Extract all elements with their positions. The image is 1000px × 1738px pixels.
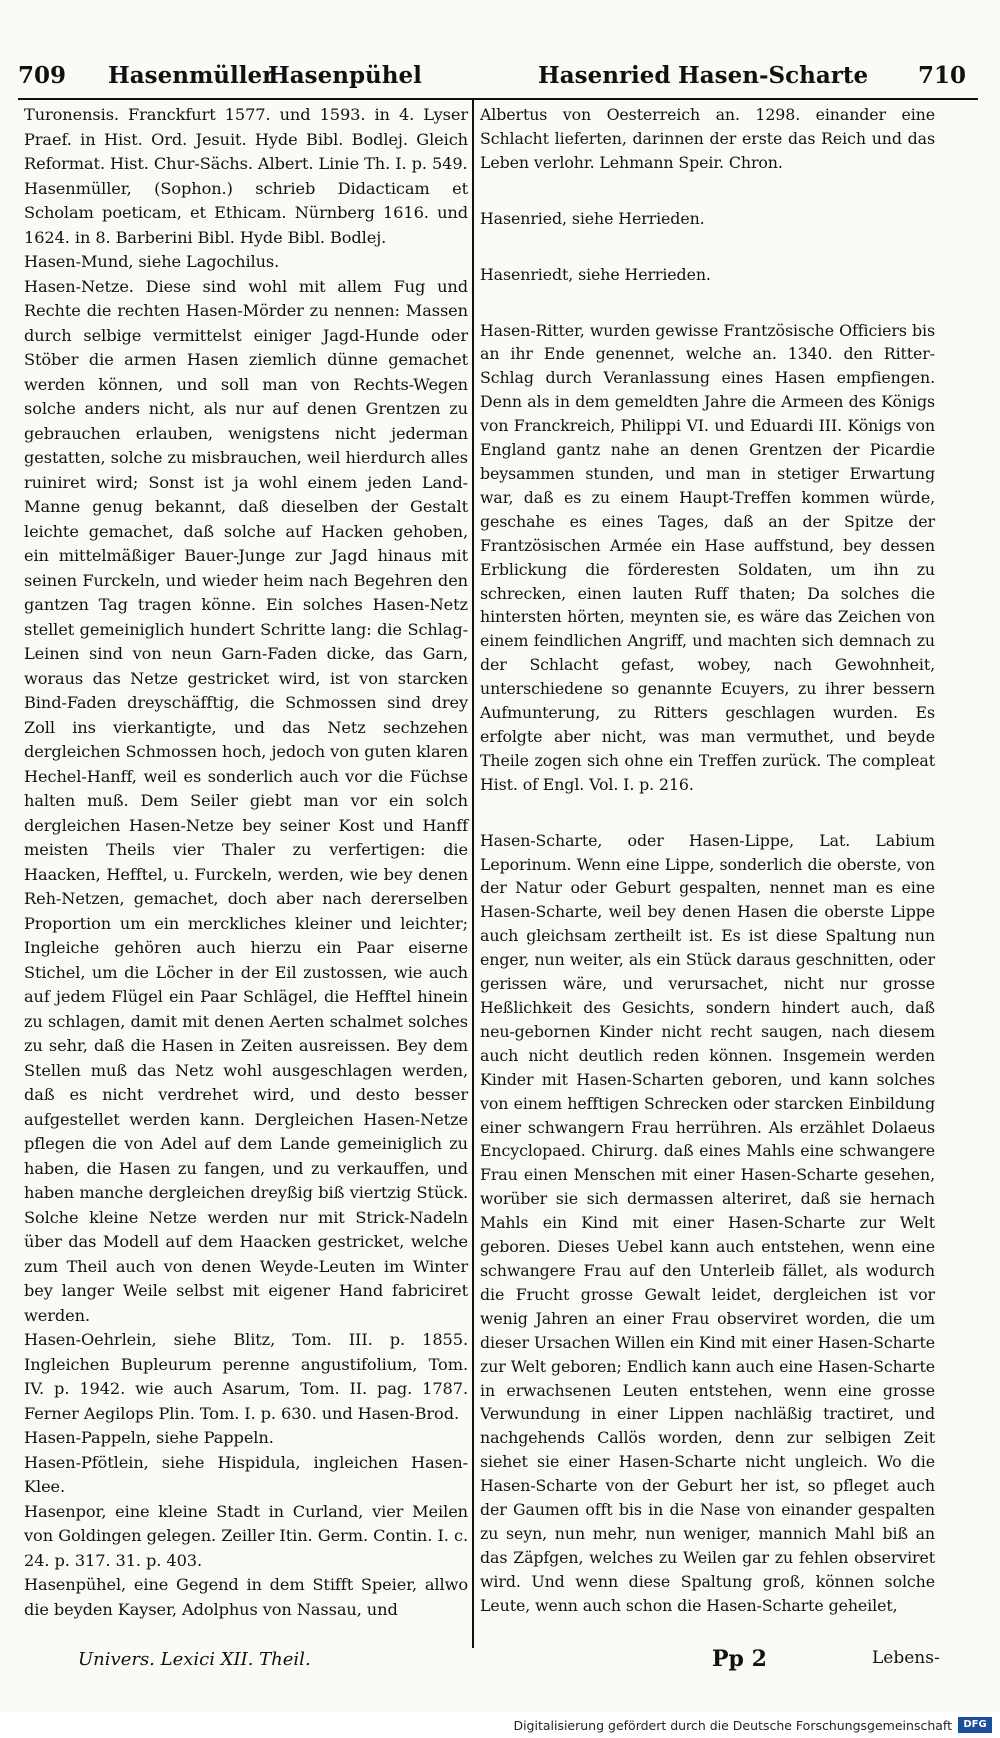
entry-continuation: Turonensis. Franckfurt 1577. und 1593. in 4. Lyser Praef. in Hist. Ord. Jesuit. Hyde Bibl. Bodlej. Gleich Reformat. Hist. Chur-Sächs. Albert. Linie Th. I. p. 549. <box>24 105 468 173</box>
credit-text: Digitalisierung gefördert durch die Deutsche Forschungsgemeinschaft <box>513 1718 952 1733</box>
entry-hasenpor: Hasenpor, eine kleine Stadt in Curland, vier Meilen von Goldingen gelegen. Zeiller Itin. Germ. Contin. I. c. 24. p. 317. 31. p. 403. <box>24 1501 468 1570</box>
entry-hasen-netze: Hasen-Netze. Diese sind wohl mit allem Fug und Rechte die rechten Hasen-Mörder zu nennen: Massen durch selbige vermittelst einiger Jagd-Hunde oder Stöber die armen Hasen ziemlich dünne gemachet werden können, und soll man von Rechts-Wegen solche anders nicht, als nur auf denen Grentzen zu gebrauchen erlauben, wenigstens nicht jederman gestatten, solche zu misbrauchen, weil hierdurch alles ruiniret wird; Sonst ist ja wohl einem jeden Land-Manne genug bekannt, daß dieselben der Gestalt leichte gemachet, daß solche auf Hacken gehoben, ein mittelmäßiger Bauer-Junge zur Jagd hinaus mit seinen Furckeln, und wieder heim nach Begehren den gantzen Tag tragen könne. Ein solches Hasen-Netz stellet gemeiniglich hundert Schritte lang: die Schlag-Leinen sind von neun Garn-Faden dicke, das Garn, woraus das Netze gestricket wird, ist von starcken Bind-Faden dreyschäfftig, die Schmossen sind drey Zoll ins vierkantigte, und das Netz sechzehen dergleichen Schmossen hoch, jedoch von guten klaren Hechel-Hanff, weil es sonderlich auch vor die Füchse halten muß. Dem Seiler giebt man vor ein solch dergleichen Hasen-Netze bey seiner Kost und Hanff meisten Theils vier Thaler zu verfertigen: die Haacken, Hefftel, u. Furckeln, werden, wie bey denen Reh-Netzen, gemachet, doch aber nach dererselben Proportion um ein merckliches kleiner und leichter; Ingleiche gehören auch hierzu ein Paar eiserne Stichel, um die Löcher in der Eil zustossen, wie auch auf jedem Flügel ein Paar Schlägel, die Hefftel hinein zu schlagen, damit mit denen Aerten schalmet solches zu sehr, daß die Hasen in Zeiten ausreissen. Bey dem Stellen muß das Netz wohl ausgeschlagen werden, daß es nicht verdrehet wird, und desto besser aufgestellet werden kann. Dergleichen Hasen-Netze pflegen die von Adel auf dem Lande gemeiniglich zu haben, die Hasen zu fangen, und zu verkauffen, und haben manche dergleichen dreyßig biß viertzig Stück. Solche kleine Netze werden nur mit Strick-Nadeln über das Modell auf dem Haacken gestricket, welche zum Theil auch von denen Weyde-Leuten im Winter bey langer Weile selbst mit eigener Hand fabriciret werden. <box>24 276 468 1325</box>
dfg-logo-icon: DFG <box>958 1717 992 1733</box>
entry-hasen-mund: Hasen-Mund, siehe Lagochilus. <box>24 252 280 271</box>
header-rule <box>18 98 978 100</box>
entry-hasenmueller: Hasenmüller, (Sophon.) schrieb Didacticam et Scholam poeticam, et Ethicam. Nürnberg 1616. und 1624. in 8. Barberini Bibl. Hyde Bibl. Bodlej. <box>24 178 468 247</box>
page-number-right: 710 <box>918 62 967 89</box>
catchword-right-2: Hasen-Scharte <box>678 62 869 89</box>
entry-hasen-pfoetlein: Hasen-Pfötlein, siehe Hispidula, ingleichen Hasen-Klee. <box>24 1452 468 1496</box>
entry-hasen-ritter: Hasen-Ritter, wurden gewisse Frantzösische Officiers bis an ihr Ende genennet, welche an. 1340. den Ritter-Schlag durch Veranlassung eines Hasen empfiengen. Denn als in dem gemeldten Jahre die Armeen des Königs von Franckreich, Philippi VI. und Eduardi III. Königs von England gantz nahe an denen Grentzen der Picardie beysammen stunden, und man in stetiger Erwartung war, daß es zu einem Haupt-Treffen kommen würde, geschahe es eines Tages, daß an der Spitze der Frantzösischen Armée ein Hase auffstund, bey dessen Erblickung die förderesten Soldaten, um ihn zu schrecken, einen lauten Ruff thaten; Da solches die hintersten hörten, meynten sie, es wäre das Zeichen von einem feindlichen Angriff, und machten sich demnach zu der Schlacht gefast, wobey, nach Gewohnheit, unterschiedene so genannte Ecuyers, zu ihrer bessern Aufmunterung, zu Ritters geschlagen wurden. Es erfolgte aber nicht, was man vermuthet, und beyde Theile zogen sich ohne ein Treffen zurück. The compleat Hist. of Engl. Vol. I. p. 216. <box>480 320 935 794</box>
catchword-left-1: Hasenmüller <box>108 62 275 89</box>
catchword-left-2: Hasenpühel <box>268 62 422 89</box>
column-divider <box>472 98 474 1648</box>
entry-hasenried: Hasenried, siehe Herrieden. <box>480 208 705 228</box>
entry-hasen-pappeln: Hasen-Pappeln, siehe Pappeln. <box>24 1428 274 1447</box>
entry-hasenriedt: Hasenriedt, siehe Herrieden. <box>480 264 711 284</box>
catchword: Lebens- <box>872 1648 940 1668</box>
entry-hasen-scharte: Hasen-Scharte, oder Hasen-Lippe, Lat. Labium Leporinum. Wenn eine Lippe, sonderlich die oberste, von der Natur oder Geburt gespalten, nennet man es eine Hasen-Scharte, weil bey denen Hasen die oberste Lippe auch gleichsam zertheilt ist. Es ist diese Spaltung nun enger, nun weiter, als ein Stück daraus geschnitten, oder gerissen wäre, und verursachet, nicht nur grosse Heßlichkeit des Gesichts, sondern hindert auch, daß neu-gebornen Kinder nicht recht saugen, nach diesem auch nicht deutlich reden können. Insgemein werden Kinder mit Hasen-Scharten geboren, und kann solches von einem hefftigen Schrecken oder starcken Einbildung einer schwangern Frau herrühren. Als erzählet Dolaeus Encyclopaed. Chirurg. daß eines Mahls eine schwangere Frau einen Menschen mit einer Hasen-Scharte gesehen, worüber sie sich dermassen alteriret, daß sie hernach Mahls ein Kind mit einer Hasen-Scharte zur Welt geboren. Dieses Uebel kann auch entstehen, wenn eine schwangere Frau auf den Unterleib fället, als wodurch die Frucht grosse Gewalt leidet, dergleichen ist vor wenig Jahren an einer Frau observiret worden, die um dieser Ursachen Willen ein Kind mit einer Hasen-Scharte zur Welt geboren; Endlich kann auch eine Hasen-Scharte in erwachsenen Leuten entstehen, wenn eine grosse Verwundung in einer Lippen nachläßig tractiret, und nachgehends Callös worden, denn zur selbigen Zeit siehet sie einer Hasen-Scharte nicht ungleich. Wo die Hasen-Scharte von der Geburt her ist, so pfleget auch der Gaumen offt bis in die Nase von einander gespalten zu seyn, nun mehr, nun weniger, mannich Mahl biß an das Zäpfgen, welches zu Weilen gar zu fehlen observiret wird. Und wenn diese Spaltung groß, können solche Leute, wenn auch schon die Hasen-Scharte geheilet, <box>480 830 935 1615</box>
running-title: Univers. Lexici XII. Theil. <box>78 1649 311 1670</box>
entry-continuation: Albertus von Oesterreich an. 1298. einander eine Schlacht lieferten, darinnen der erste das Reich und das Leben verlohr. Lehmann Speir. Chron. <box>480 105 935 172</box>
page-number-left: 709 <box>18 62 67 89</box>
right-column <box>480 103 935 1618</box>
entry-hasen-oehrlein: Hasen-Oehrlein, siehe Blitz, Tom. III. p. 1855. Ingleichen Bupleurum perenne angustifolium, Tom. IV. p. 1942. wie auch Asarum, Tom. II. pag. 1787. Ferner Aegilops Plin. Tom. I. p. 630. und Hasen-Brod. <box>24 1330 468 1423</box>
signature-mark: Pp 2 <box>712 1646 767 1672</box>
entry-hasenpuehel: Hasenpühel, eine Gegend in dem Stifft Speier, allwo die beyden Kayser, Adolphus von Nassau, und <box>24 1575 468 1619</box>
digitization-credit <box>0 1712 1000 1738</box>
catchword-right-1: Hasenried <box>538 62 671 89</box>
running-header <box>18 58 982 92</box>
left-column <box>24 103 468 1622</box>
